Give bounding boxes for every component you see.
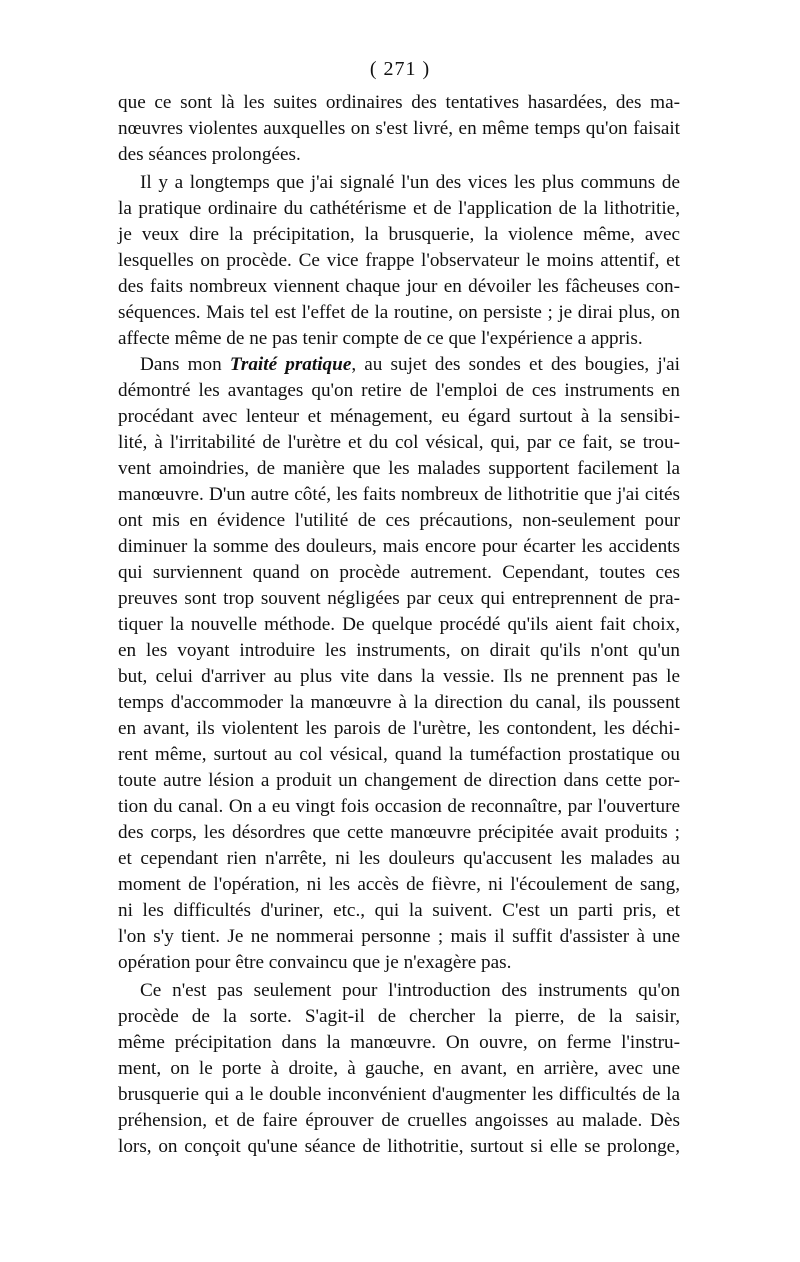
text-line: tiquer la nouvelle méthode. De quelque procédé qu'ils aient fait choix, <box>118 614 680 635</box>
text-line: en avant, ils violentent les parois de l'urètre, les contondent, les déchi- <box>118 718 680 739</box>
text-line: préhension, et de faire éprouver de cruelles angoisses au malade. Dès <box>118 1110 680 1131</box>
text-line: et cependant rien n'arrête, ni les douleurs qu'accusent les malades au <box>118 848 680 869</box>
text-line: but, celui d'arriver au plus vite dans la vessie. Ils ne prennent pas le <box>118 666 680 687</box>
text-line: temps d'accommoder la manœuvre à la direction du canal, ils poussent <box>118 692 680 713</box>
text-line: toute autre lésion a produit un changement de direction dans cette por- <box>118 770 680 791</box>
text-line: vent amoindries, de manière que les malades supportent facilement la <box>118 458 680 479</box>
page-number: ( 271 ) <box>369 58 431 80</box>
text-line: procédant avec lenteur et ménagement, eu égard surtout à la sensibi- <box>118 406 680 427</box>
text-line: ont mis en évidence l'utilité de ces précautions, non-seulement pour <box>118 510 680 531</box>
text-line: des séances prolongées. <box>118 144 301 165</box>
text-span: Dans mon <box>140 354 230 375</box>
text-line: procède de la sorte. S'agit-il de chercher la pierre, de la saisir, <box>118 1006 680 1027</box>
text-line <box>140 352 680 378</box>
text-line: des corps, les désordres que cette manœuvre précipitée avait produits ; <box>118 822 680 843</box>
text-line: Ce n'est pas seulement pour l'introduction des instruments qu'on <box>140 980 680 1001</box>
text-line: preuves sont trop souvent négligées par ceux qui entreprennent de pra- <box>118 588 680 609</box>
text-line: qui surviennent quand on procède autrement. Cependant, toutes ces <box>118 562 680 583</box>
text-line: Il y a longtemps que j'ai signalé l'un des vices les plus communs de <box>140 172 680 193</box>
text-line: lors, on conçoit qu'une séance de lithotritie, surtout si elle se prolonge, <box>118 1136 680 1157</box>
text-line: nœuvres violentes auxquelles on s'est livré, en même temps qu'on faisait <box>118 118 680 139</box>
book-title-emphasis: Traité pratique <box>229 354 352 375</box>
text-line: lesquelles on procède. Ce vice frappe l'observateur le moins attentif, et <box>118 250 680 271</box>
text-line: diminuer la somme des douleurs, mais encore pour écarter les accidents <box>118 536 680 557</box>
text-line: affecte même de ne pas tenir compte de ce que l'expérience a appris. <box>118 328 643 349</box>
text-line: la pratique ordinaire du cathétérisme et de l'application de la lithotritie, <box>118 198 680 219</box>
text-line: opération pour être convaincu que je n'exagère pas. <box>118 952 512 973</box>
text-line: séquences. Mais tel est l'effet de la routine, on persiste ; je dirai plus, on <box>118 302 680 323</box>
text-span: , au sujet des sondes et des bougies, j'ai <box>351 354 680 375</box>
text-line: moment de l'opération, ni les accès de fièvre, ni l'écoulement de sang, <box>118 874 680 895</box>
text-line: rent même, surtout au col vésical, quand la tuméfaction prostatique ou <box>118 744 680 765</box>
text-line: ment, on le porte à droite, à gauche, en avant, en arrière, avec une <box>118 1058 680 1079</box>
text-line: ni les difficultés d'uriner, etc., qui la suivent. C'est un parti pris, et <box>118 900 680 921</box>
text-line: démontré les avantages qu'on retire de l'emploi de ces instruments en <box>118 380 680 401</box>
text-line: même précipitation dans la manœuvre. On ouvre, on ferme l'instru- <box>118 1032 680 1053</box>
text-line: que ce sont là les suites ordinaires des tentatives hasardées, des ma- <box>118 92 680 113</box>
text-line: brusquerie qui a le double inconvénient d'augmenter les difficultés de la <box>118 1084 680 1105</box>
text-line: tion du canal. On a eu vingt fois occasion de reconnaître, par l'ouverture <box>118 796 680 817</box>
text-line: manœuvre. D'un autre côté, les faits nombreux de lithotritie que j'ai cités <box>118 484 680 505</box>
text-line: l'on s'y tient. Je ne nommerai personne ; mais il suffit d'assister à une <box>118 926 680 947</box>
text-line: des faits nombreux viennent chaque jour en dévoiler les fâcheuses con- <box>118 276 680 297</box>
text-line: en les voyant introduire les instruments, on dirait qu'ils n'ont qu'un <box>118 640 680 661</box>
text-line: je veux dire la précipitation, la brusquerie, la violence même, avec <box>118 224 680 245</box>
text-line: lité, à l'irritabilité de l'urètre et du col vésical, qui, par ce fait, se trou- <box>118 432 680 453</box>
